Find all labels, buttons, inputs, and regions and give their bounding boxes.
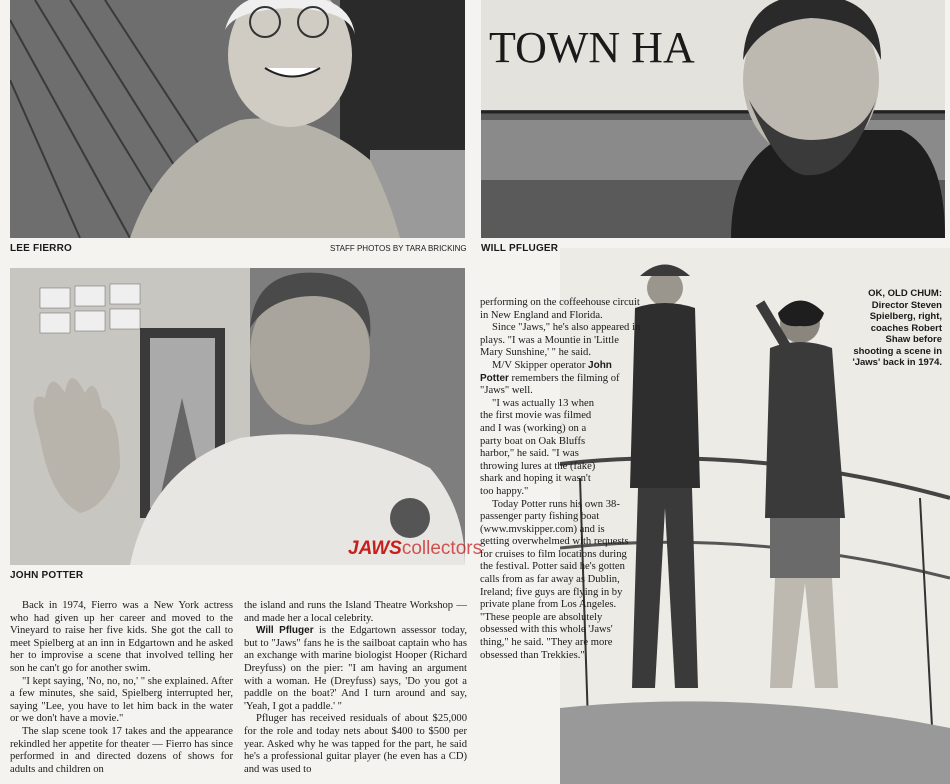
article-paragraph: Today Potter runs his own 38-passenger party fishing boat (www.mvskipper.com) and is getting overwhelmed with requests for cruises to film locations during the festival. Potter said he's gotten calls from as far away as Dublin, Ireland; five guys are flying in by private plane from Los Angeles. "These people are absolutely obsessed with this whole 'Jaws' thing," he said. "They are more obsessed than Trekkies."	[480, 498, 629, 661]
caption-lee-fierro: LEE FIERRO	[10, 243, 73, 254]
name-john-potter: John Potter	[480, 359, 612, 384]
photo-credit: STAFF PHOTOS BY TARA BRICKING	[330, 244, 467, 253]
spielberg-caption	[850, 288, 942, 369]
article-paragraph: The slap scene took 17 takes and the appearance rekindled her appetite for theater — Fierro has since performed in and directed dozens of shows for adults and children on	[10, 725, 233, 775]
article-paragraph: the island and runs the Island Theatre Workshop — and made her a local celebrity.	[244, 600, 467, 624]
caption-kicker: OK, OLD CHUM:	[868, 288, 942, 299]
article-paragraph: performing on the coffeehouse circuit in New England and Florida.	[480, 297, 640, 321]
article-column-2	[244, 600, 467, 776]
town-hall-sign: TOWN HA	[489, 23, 695, 72]
article-paragraph: Will Pfluger is the Edgartown assessor today, but to "Jaws" fans he is the sailboat captain who has an exchange with marine biologist Hooper (Richard Dreyfuss) on the pier: "I am having an argument with a woman. He (Dreyfuss) says, 'Do you got a paddle on the boat?' And I turn around and say, 'Yeah, I got a paddle.' "	[244, 625, 467, 712]
article-column-1	[10, 600, 233, 776]
article-paragraph: Back in 1974, Fierro was a New York actress who had given up her career and moved to the Vineyard to raise her five kids. She got the call to meet Spielberg at an inn in Edgartown and he asked her to improvise a scene that involved telling her son he can't go for another swim.	[10, 600, 233, 674]
photo-will-pfluger	[481, 0, 945, 238]
caption-will-pfluger: WILL PFLUGER	[481, 243, 559, 254]
name-will-pfluger: Will Pfluger	[256, 625, 314, 637]
photo-lee-fierro	[10, 0, 465, 238]
article-paragraph: Since "Jaws," he's also appeared in plays. "I was a Mountie in 'Little Mary Sunshine,' " he said.	[480, 322, 641, 359]
caption-john-potter: JOHN POTTER	[10, 570, 84, 581]
article-column-3	[480, 297, 642, 662]
article-paragraph: M/V Skipper operator John Potter remembers the filming of "Jaws" well.	[480, 359, 620, 397]
jawscollectors-watermark: JAWScollectors	[348, 538, 483, 559]
article-paragraph: "I kept saying, 'No, no, no,' " she explained. After a few minutes, she said, Spielberg interrupted her, saying "Lee, you have to let him back in the water or we don't have a movie."	[10, 675, 233, 725]
article-paragraph: "I was actually 13 when the first movie was filmed and I was (working) on a party boat on Oak Bluffs harbor," he said. "I was throwing lures at the (fake) shark and hoping it wasn't too happy."	[480, 397, 596, 497]
caption-text: Director Steven Spielberg, right, coaches Robert Shaw before shooting a scene in 'Jaws' back in 1974.	[852, 299, 942, 368]
article-paragraph: Pfluger has received residuals of about $25,000 for the role and today nets about $400 to $500 per year. Asked why he was tapped for the part, he said he's a professional guitar player (he even has a CD) and was used to	[244, 713, 467, 775]
photo-john-potter	[10, 268, 465, 565]
